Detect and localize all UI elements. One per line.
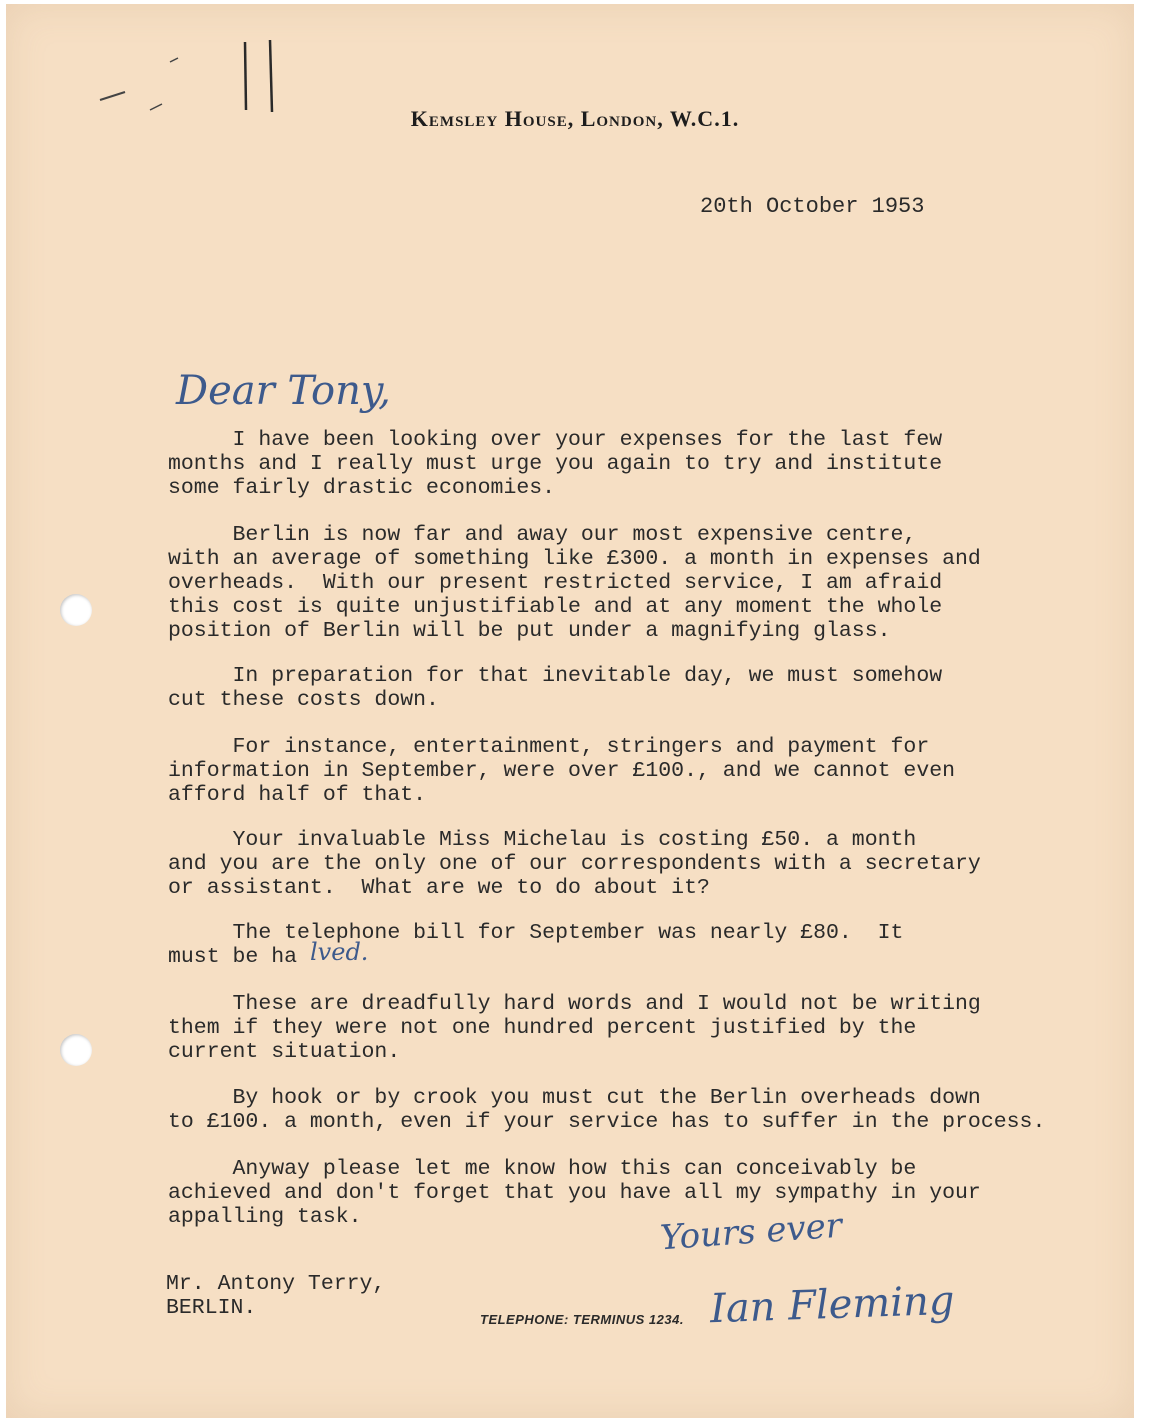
paragraph-preparation: In preparation for that inevitable day, we must somehow cut these costs down.: [168, 664, 943, 712]
paragraph-overheads: By hook or by crook you must cut the Berlin overheads down to £100. a month, even if your service has to suffer in the process.: [168, 1086, 1046, 1134]
paragraph-closing: Anyway please let me know how this can conceivably be achieved and don't forget that you have all my sympathy in your appalling task.: [168, 1157, 981, 1229]
handwritten-correction: lved.: [310, 938, 369, 966]
handwritten-signoff: Yours ever: [658, 1205, 844, 1259]
addressee-block: Mr. Antony Terry, BERLIN.: [166, 1272, 386, 1320]
paragraph-hard-words: These are dreadfully hard words and I would not be writing them if they were not one hundred percent justified by the current situation.: [168, 992, 981, 1064]
signature: Ian Fleming: [709, 1277, 956, 1333]
letterhead-telephone: TELEPHONE: TERMINUS 1234.: [480, 1312, 684, 1327]
paragraph-telephone-bill: The telephone bill for September was nearly £80. It must be ha: [168, 921, 904, 969]
paragraph-entertainment: For instance, entertainment, stringers and payment for information in September, were over £100., and we cannot even afford half of that.: [168, 735, 956, 807]
paragraph-secretary: Your invaluable Miss Michelau is costing £50. a month and you are the only one of our correspondents with a secretary or assistant. What are we to do about it?: [168, 828, 981, 900]
paragraph-expenses: I have been looking over your expenses for the last few months and I really must urge you again to try and institute some fairly drastic economies.: [168, 428, 943, 500]
paragraph-berlin-cost: Berlin is now far and away our most expensive centre, with an average of something like £300. a month in expenses and overheads. With our present restricted service, I am afraid this cost is quite unjustifiable and at any moment the whole position of Berlin will be put under a magnifying glass.: [168, 523, 981, 643]
letter-date: 20th October 1953: [700, 194, 925, 219]
letterhead-address: Kemsley House, London, W.C.1.: [410, 106, 740, 131]
handwritten-salutation: Dear Tony,: [176, 368, 391, 414]
